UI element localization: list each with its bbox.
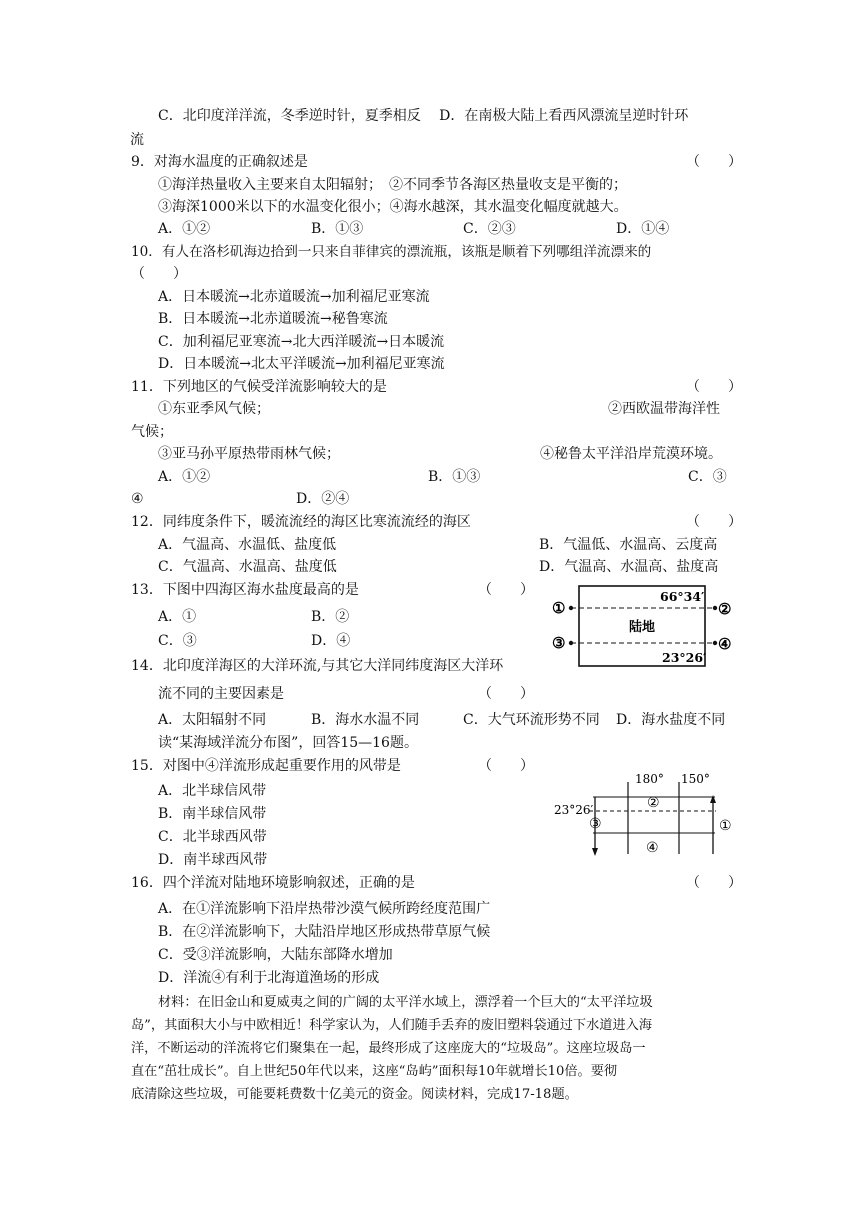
q14-option-c: C．大气环流形势不同: [463, 712, 600, 728]
q15-option-c: C．北半球西风带: [158, 829, 267, 845]
q13-answer-blank: （ ）: [478, 582, 534, 598]
marker-4: ④: [718, 635, 732, 653]
q11-option-c-cont: ④: [131, 491, 144, 507]
q15-answer-blank: （ ）: [478, 758, 534, 774]
lon-label-180: 180°: [635, 772, 664, 786]
q11-statement-4: ④秘鲁太平洋沿岸荒漠环境。: [540, 446, 722, 462]
q16-option-d: D．洋流④有利于北海道渔场的形成: [158, 970, 380, 986]
q10-option-d: D．日本暖流→北太平洋暖流→加利福尼亚寒流: [158, 356, 445, 372]
current-3-label: ③: [589, 816, 602, 832]
q10-option-c: C．加利福尼亚寒流→北大西洋暖流→日本暖流: [158, 334, 445, 350]
q14-stem-cont: 流不同的主要因素是: [158, 686, 284, 702]
q15-16-instruction: 读“某海域洋流分布图”，回答15—16题。: [158, 735, 418, 751]
q11-option-c: C．③: [688, 469, 727, 485]
q15-ocean-current-map: [553, 770, 743, 860]
q8-option-d-cont: 流: [130, 132, 144, 148]
q9-statement-1-2: ①海洋热量收入主要来自太阳辐射； ②不同季节各海区热量收支是平衡的；: [158, 177, 627, 193]
material-line-5: 底清除这些垃圾，可能要耗费数十亿美元的资金。阅读材料，完成17-18题。: [131, 1087, 578, 1102]
marker-3: ③: [552, 634, 566, 652]
q9-option-c: C．②③: [463, 221, 516, 237]
marker-1: ①: [552, 599, 566, 617]
material-line-3: 洋，不断运动的洋流将它们聚集在一起，最终形成了这座庞大的“垃圾岛”。这座垃圾岛一: [131, 1041, 646, 1056]
q11-answer-blank: （ ）: [686, 379, 742, 395]
q14-option-d: D．海水盐度不同: [616, 712, 726, 728]
material-line-1: 材料：在旧金山和夏威夷之间的广阔的太平洋水域上，漂浮着一个巨大的“太平洋垃圾: [158, 995, 653, 1010]
current-1-label: ①: [719, 818, 732, 834]
lat-label-bottom: 23°26′: [662, 650, 707, 665]
q9-answer-blank: （ ）: [686, 154, 742, 170]
q16-answer-blank: （ ）: [686, 875, 742, 891]
q13-option-d: D．④: [311, 633, 351, 649]
q11-statement-1: ①东亚季风气候；: [158, 401, 270, 417]
q11-statement-2: ②西欧温带海洋性: [608, 401, 720, 417]
material-line-4: 直在“茁壮成长”。自上世纪50年代以来，这座“岛屿”面积每10年就增长10倍。要彻: [131, 1064, 618, 1079]
q13-option-a: A．①: [158, 609, 197, 625]
q9-option-d: D．①④: [616, 221, 670, 237]
q15-stem: 15．对图中④洋流形成起重要作用的风带是: [131, 758, 401, 774]
q9-stem: 9．对海水温度的正确叙述是: [131, 154, 308, 170]
q16-option-b: B．在②洋流影响下，大陆沿岸地区形成热带草原气候: [158, 924, 491, 940]
q14-option-a: A．太阳辐射不同: [158, 712, 267, 728]
q12-option-c: C．气温高、水温高、盐度低: [158, 559, 337, 575]
q9-option-b: B．①③: [311, 221, 364, 237]
q15-option-d: D．南半球西风带: [158, 852, 268, 868]
marker-2: ②: [718, 600, 732, 618]
q10-option-b: B．日本暖流→北赤道暖流→秘鲁寒流: [158, 311, 388, 327]
q13-stem: 13．下图中四海区海水盐度最高的是: [131, 582, 359, 598]
q9-option-a: A．①②: [158, 221, 211, 237]
q14-answer-blank: （ ）: [478, 686, 534, 702]
q13-figure: [550, 580, 740, 672]
q12-stem: 12．同纬度条件下，暖流流经的海区比寒流流经的海区: [131, 514, 471, 530]
q14-option-b: B．海水水温不同: [311, 712, 420, 728]
q13-option-b: B．②: [311, 609, 350, 625]
lat-label-top: 66°34′: [660, 589, 705, 604]
lat-label: 23°26′: [554, 803, 594, 817]
q14-stem: 14．北印度洋海区的大洋环流,与其它大洋同纬度海区大洋环: [131, 658, 504, 674]
current-2-label: ②: [647, 795, 660, 811]
q12-option-b: B．气温低、水温高、云度高: [539, 537, 718, 553]
q16-option-a: A．在①洋流影响下沿岸热带沙漠气候所跨经度范围广: [158, 901, 491, 917]
q11-option-a: A．①②: [158, 469, 211, 485]
q11-statement-2-cont: 气候；: [131, 424, 173, 440]
q12-option-d: D．气温高、水温高、盐度高: [539, 559, 719, 575]
q12-option-a: A．气温高、水温低、盐度低: [158, 537, 337, 553]
q10-answer-blank: （ ）: [131, 266, 187, 282]
current-4-label: ④: [646, 840, 659, 856]
lon-label-150: 150°: [681, 772, 710, 786]
q11-statement-3: ③亚马孙平原热带雨林气候；: [158, 446, 340, 462]
q9-statement-3-4: ③海深1000米以下的水温变化很小；④海水越深，其水温变化幅度就越大。: [158, 199, 628, 215]
q10-stem: 10．有人在洛杉矶海边拾到一只来自菲律宾的漂流瓶，该瓶是顺着下列哪组洋流漂来的: [131, 244, 652, 260]
q12-answer-blank: （ ）: [686, 514, 742, 530]
q11-option-b: B．①③: [428, 469, 481, 485]
q11-stem: 11．下列地区的气候受洋流影响较大的是: [131, 379, 387, 395]
q11-option-d: D．②④: [296, 491, 350, 507]
land-label: 陆地: [629, 620, 656, 635]
q13-option-c: C．③: [158, 633, 197, 649]
q10-option-a: A．日本暖流→北赤道暖流→加利福尼亚寒流: [158, 289, 430, 305]
q16-stem: 16．四个洋流对陆地环境影响叙述，正确的是: [131, 875, 415, 891]
q15-option-b: B．南半球信风带: [158, 806, 267, 822]
q15-option-a: A．北半球信风带: [158, 783, 267, 799]
material-line-2: 岛”，其面积大小与中欧相近！科学家认为，人们随手丢弃的废旧塑料袋通过下水道进入海: [131, 1018, 653, 1033]
q16-option-c: C．受③洋流影响，大陆东部降水增加: [158, 947, 393, 963]
q8-option-cd: C．北印度洋洋流，冬季逆时针，夏季相反 D．在南极大陆上看西风漂流呈逆时针环: [158, 108, 689, 124]
